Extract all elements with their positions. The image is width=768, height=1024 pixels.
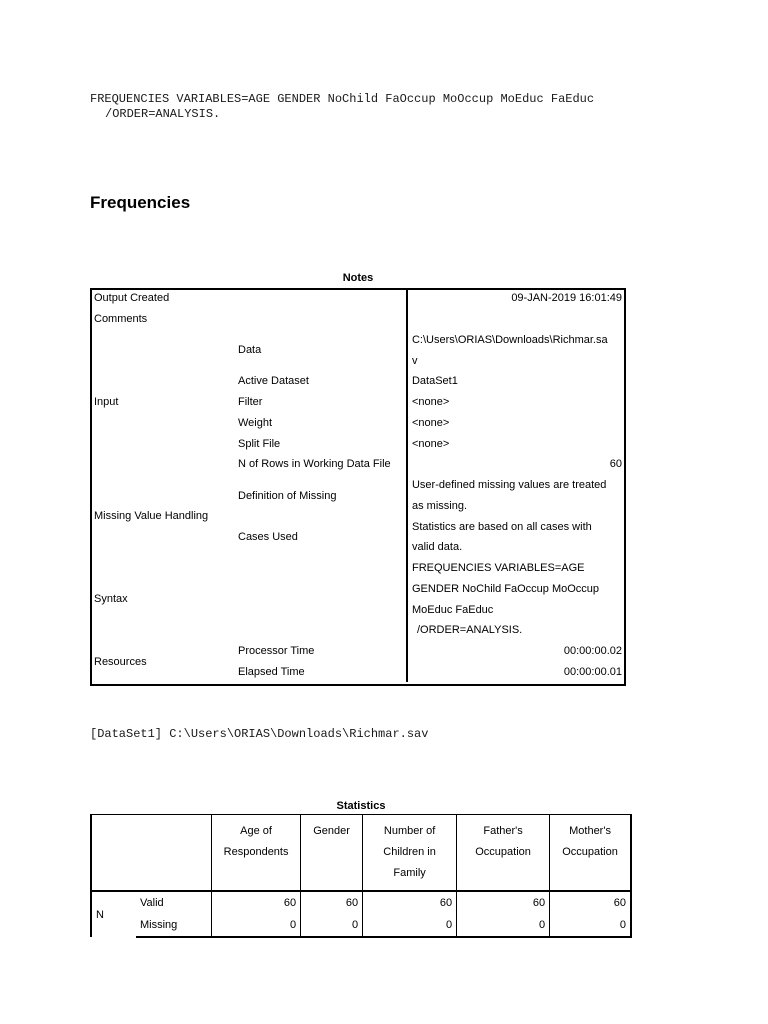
data-value-2: v <box>407 350 626 371</box>
data-value-1: C:\Users\ORIAS\Downloads\Richmar.sa <box>407 330 626 351</box>
active-dataset-label: Active Dataset <box>238 375 309 388</box>
column-header-children: Number of Children in Family <box>363 815 457 892</box>
dataset-path-line: [DataSet1] C:\Users\ORIAS\Downloads\Richmar.sav <box>90 727 429 741</box>
n-rows-value: 60 <box>407 454 626 475</box>
cases-used-value-1: Statistics are based on all cases with <box>407 516 626 537</box>
weight-label: Weight <box>238 416 273 429</box>
active-dataset-value: DataSet1 <box>407 371 626 392</box>
syntax-value-2: GENDER NoChild FaOccup MoOccup <box>407 579 626 600</box>
syntax-line-2: /ORDER=ANALYSIS. <box>105 107 221 121</box>
n-label: N <box>91 891 136 937</box>
split-file-value: <none> <box>407 433 626 454</box>
notes-table <box>90 288 626 682</box>
missing-value-father-occupation: 0 <box>457 914 550 937</box>
split-file-label: Split File <box>238 437 281 450</box>
definition-of-missing-value-2: as missing. <box>407 496 626 517</box>
syntax-value-3: MoEduc FaEduc <box>407 599 626 620</box>
elapsed-time-value: 00:00:00.01 <box>407 662 626 683</box>
column-header-father-occupation: Father's Occupation <box>457 815 550 892</box>
syntax-value-4: /ORDER=ANALYSIS. <box>407 620 626 641</box>
cases-used-value-2: valid data. <box>407 537 626 558</box>
definition-of-missing-label: Definition of Missing <box>238 489 337 502</box>
missing-value-age: 0 <box>212 914 301 937</box>
processor-time-label: Processor Time <box>238 645 315 658</box>
notes-table-title: Notes <box>342 272 374 284</box>
output-created-value: 09-JAN-2019 16:01:49 <box>407 288 626 309</box>
output-created-label: Output Created <box>94 292 170 305</box>
column-header-mother-occupation: Mother's Occupation <box>550 815 631 892</box>
valid-value-father-occupation: 60 <box>457 891 550 914</box>
data-label: Data <box>238 344 262 357</box>
missing-value-mother-occupation: 0 <box>550 914 631 937</box>
resources-label: Resources <box>94 655 147 668</box>
weight-value: <none> <box>407 413 626 434</box>
valid-value-gender: 60 <box>301 891 363 914</box>
cases-used-label: Cases Used <box>238 531 298 543</box>
syntax-line-1: FREQUENCIES VARIABLES=AGE GENDER NoChild FaOccup MoOccup MoEduc FaEduc <box>90 92 595 106</box>
filter-value: <none> <box>407 392 626 413</box>
syntax-label: Syntax <box>94 593 128 606</box>
filter-label: Filter <box>238 396 263 409</box>
syntax-block <box>90 92 594 122</box>
section-heading: Frequencies <box>90 193 191 212</box>
syntax-value-1: FREQUENCIES VARIABLES=AGE <box>407 558 626 579</box>
missing-label: Missing <box>136 914 212 937</box>
input-label: Input <box>94 396 119 409</box>
n-rows-label: N of Rows in Working Data File <box>238 458 391 471</box>
valid-value-children: 60 <box>363 891 457 914</box>
statistics-corner-cell <box>91 815 212 892</box>
processor-time-value: 00:00:00.02 <box>407 641 626 662</box>
valid-value-age: 60 <box>212 891 301 914</box>
valid-value-mother-occupation: 60 <box>550 891 631 914</box>
valid-label: Valid <box>140 897 164 909</box>
missing-value-gender: 0 <box>301 914 363 937</box>
missing-value-children: 0 <box>363 914 457 937</box>
comments-label: Comments <box>94 313 148 326</box>
statistics-table <box>90 814 632 938</box>
column-header-age: Age of Respondents <box>212 815 301 892</box>
definition-of-missing-value-1: User-defined missing values are treated <box>407 475 626 496</box>
elapsed-time-label: Elapsed Time <box>238 665 305 678</box>
missing-value-handling-label: Missing Value Handling <box>94 510 209 523</box>
column-header-gender: Gender <box>301 815 363 892</box>
statistics-table-title: Statistics <box>336 800 386 812</box>
